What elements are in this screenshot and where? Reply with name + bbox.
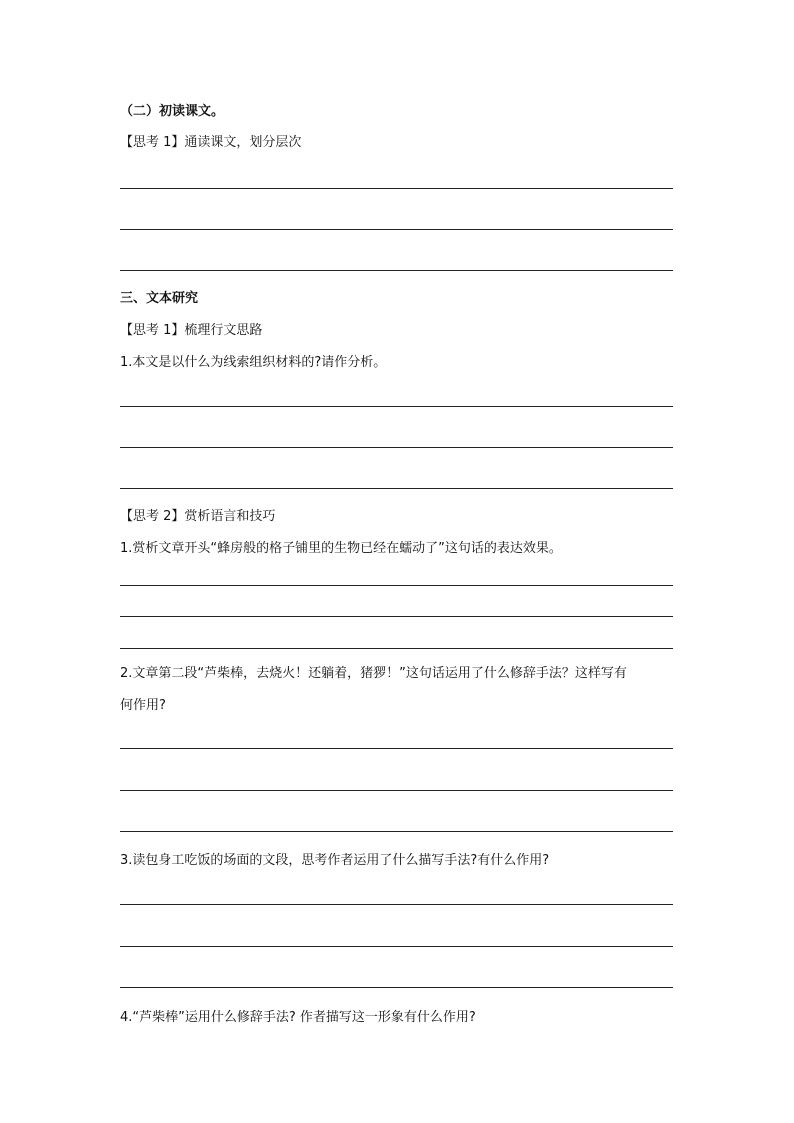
answer-line — [120, 406, 673, 407]
answer-line — [120, 488, 673, 489]
answer-line — [120, 648, 673, 649]
question-2-2-line-2: 何作用? — [120, 698, 166, 713]
answer-line — [120, 748, 673, 749]
question-1-1: 1.本文是以什么为线索组织材料的?请作分析。 — [120, 355, 387, 370]
answer-line — [120, 447, 673, 448]
answer-line — [120, 987, 673, 988]
section-3-heading: 三、文本研究 — [120, 291, 199, 306]
answer-line — [120, 229, 673, 230]
answer-line — [120, 831, 673, 832]
section-2-heading: （二）初读课文。 — [120, 104, 225, 119]
think-2-prompt: 【思考 2】赏析语言和技巧 — [120, 509, 276, 524]
answer-line — [120, 585, 673, 586]
question-2-2-line-1: 2.文章第二段“芦柴棒，去烧火！还躺着，猪猡！”这句话运用了什么修辞手法？这样写有 — [120, 666, 627, 681]
answer-line — [120, 270, 673, 271]
question-2-3: 3.读包身工吃饭的场面的文段，思考作者运用了什么描写手法?有什么作用? — [120, 853, 550, 868]
answer-line — [120, 946, 673, 947]
question-2-1: 1.赏析文章开头“蜂房般的格子铺里的生物已经在蠕动了”这句话的表达效果。 — [120, 541, 562, 556]
answer-line — [120, 188, 673, 189]
answer-line — [120, 616, 673, 617]
answer-line — [120, 790, 673, 791]
think-1-prompt-reading: 【思考 1】通读课文，划分层次 — [120, 135, 302, 150]
think-1-prompt: 【思考 1】梳理行文思路 — [120, 323, 263, 338]
question-2-4: 4.“芦柴棒”运用什么修辞手法? 作者描写这一形象有什么作用? — [120, 1010, 476, 1025]
answer-line — [120, 904, 673, 905]
